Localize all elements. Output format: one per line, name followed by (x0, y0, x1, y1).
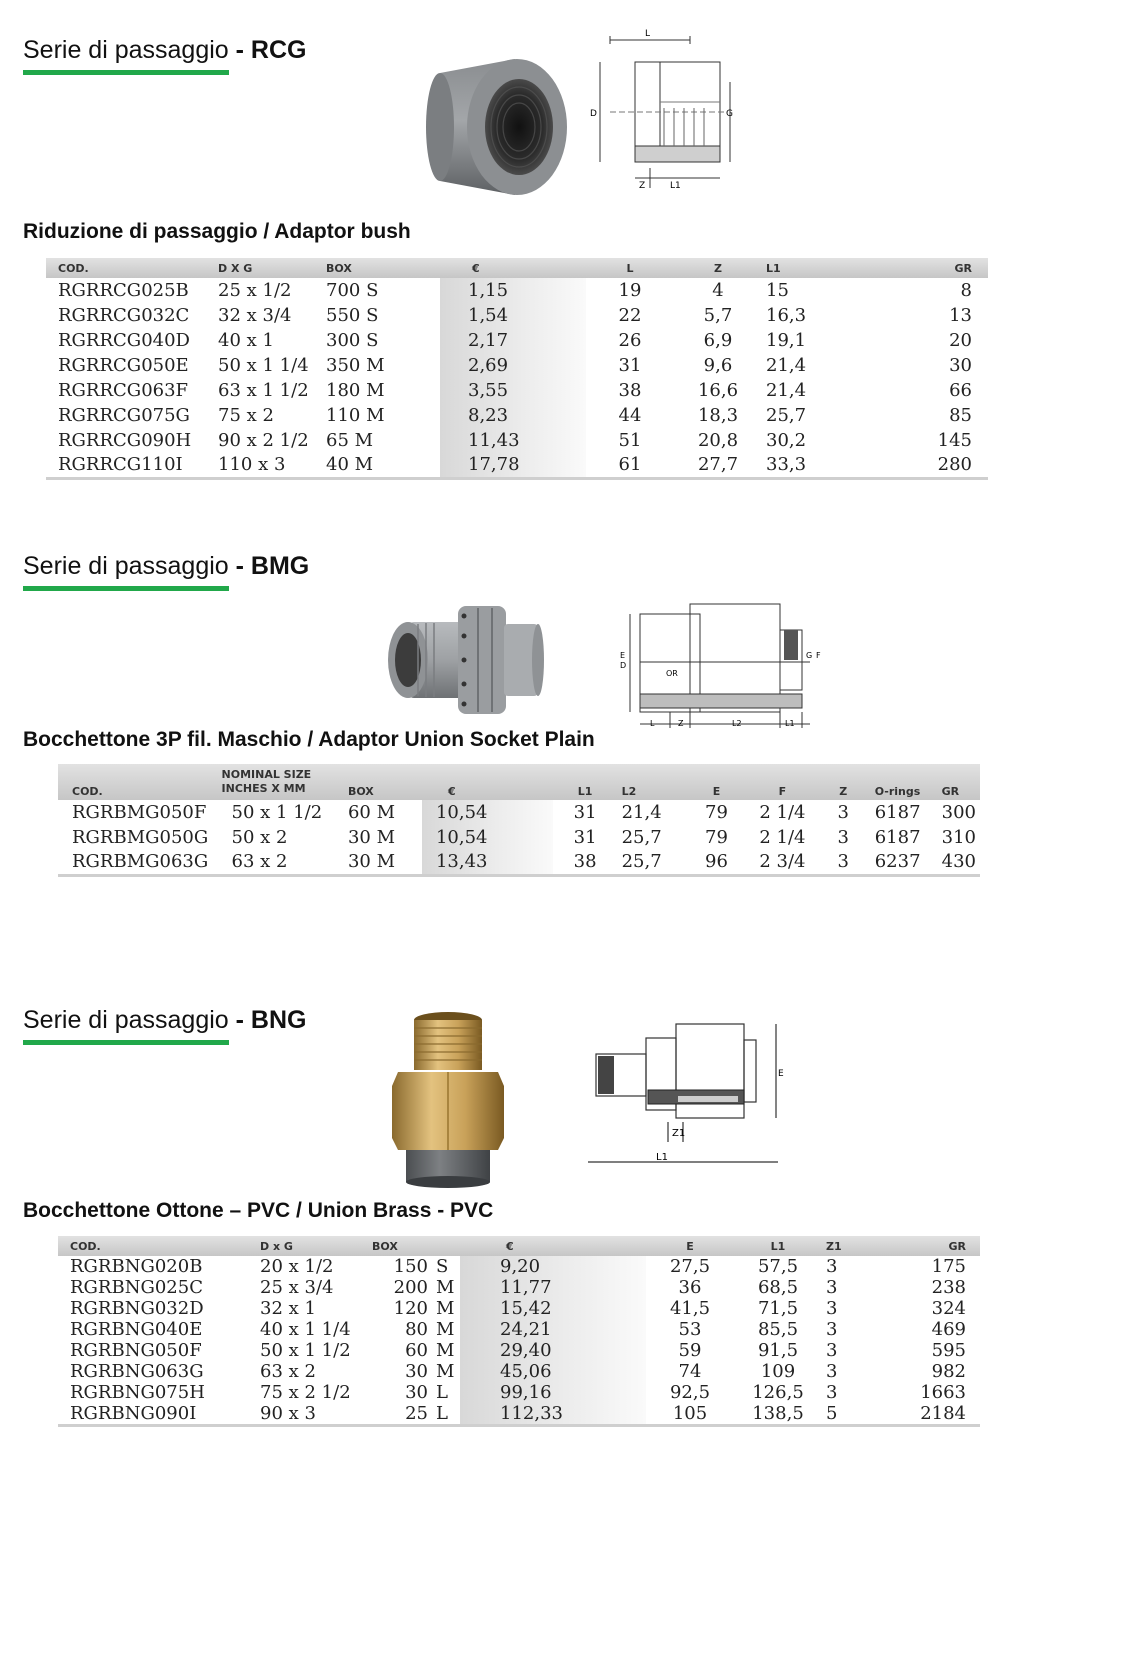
bmg-cell-orings: 6187 (874, 827, 921, 848)
rcg-cell-l: 22 (618, 305, 642, 326)
rcg-subtitle: Riduzione di passaggio / Adaptor bush (23, 220, 411, 243)
bmg-table (58, 764, 980, 877)
rcg-cell-code: RGRRCG050E (58, 355, 189, 376)
rcg-technical-drawing (590, 28, 740, 200)
bng-table-row (58, 1403, 980, 1426)
bmg-drawing-label-d: D (620, 661, 627, 670)
bmg-cell-weight: 430 (938, 850, 980, 875)
bmg-cell-box: 30 M (344, 850, 422, 875)
bng-technical-drawing (588, 1010, 788, 1175)
bng-cell-weight: 1663 (920, 1382, 966, 1403)
bng-cell-z1: 5 (822, 1403, 890, 1426)
rcg-section-title (23, 36, 306, 65)
rcg-cell-code: RGRRCG040D (58, 330, 190, 351)
rcg-cell-l: 26 (618, 330, 642, 351)
rcg-table-row (46, 453, 988, 478)
bng-cell-code: RGRBNG075H (70, 1382, 205, 1403)
rcg-drawing-label-l: L (645, 29, 651, 39)
rcg-cell-l: 38 (618, 380, 642, 401)
rcg-table-header (46, 258, 988, 278)
rcg-cell-l: 61 (586, 453, 674, 478)
rcg-cell-l: 31 (618, 355, 642, 376)
bng-cell-price: 11,77 (460, 1277, 646, 1298)
bmg-cell-code: RGRBMG063G (58, 850, 218, 875)
rcg-title-underline (23, 70, 229, 75)
rcg-header-l1: L1 (766, 261, 781, 275)
bng-title-series: Serie di passaggio (23, 1006, 229, 1034)
bmg-header-l1: L1 (577, 785, 593, 798)
rcg-header-gr: GR (954, 261, 972, 275)
bng-cell-price: 99,16 (460, 1382, 646, 1403)
rcg-cell-weight: 13 (949, 305, 972, 326)
bmg-header-e: E (712, 785, 721, 798)
bmg-header-orings: O-rings (874, 785, 921, 798)
rcg-cell-z: 20,8 (697, 430, 739, 451)
bng-table-row (58, 1319, 980, 1340)
bng-cell-e: 92,5 (669, 1382, 711, 1403)
bmg-cell-weight: 300 (941, 802, 976, 823)
rcg-header-eur: € (472, 261, 480, 275)
bng-table-row (58, 1361, 980, 1382)
rcg-cell-z: 18,3 (697, 405, 739, 426)
bng-table-row (58, 1256, 980, 1277)
bng-cell-box: 80 (405, 1319, 428, 1340)
bmg-drawing-label-z: Z (678, 719, 684, 728)
bng-cell-size: 63 x 2 (260, 1361, 316, 1382)
bmg-header-l2: L2 (621, 785, 637, 798)
bmg-cell-z: 3 (837, 827, 849, 848)
rcg-header-l: L (626, 261, 634, 275)
rcg-cell-size: 25 x 1/2 (218, 280, 292, 301)
bng-header-gr: GR (948, 1239, 966, 1253)
rcg-cell-box: 180 M (326, 380, 385, 401)
bng-cell-code: RGRBNG032D (70, 1298, 204, 1319)
bmg-cell-orings: 6237 (871, 850, 938, 875)
bng-table-header (58, 1236, 980, 1256)
bng-cell-box-size: M (436, 1298, 455, 1319)
bmg-drawing-label-l: L (650, 719, 655, 728)
bmg-cell-f: 2 1/4 (759, 827, 806, 848)
bng-cell-size: 75 x 2 1/2 (260, 1382, 351, 1403)
bmg-cell-orings: 6187 (874, 802, 921, 823)
bng-cell-e: 74 (678, 1361, 702, 1382)
bmg-drawing-label-or: OR (666, 669, 678, 678)
bng-cell-code: RGRBNG050F (70, 1340, 202, 1361)
bng-cell-size: 90 x 3 (256, 1403, 368, 1426)
bmg-drawing-label-g: G (806, 651, 813, 660)
bmg-title-underline (23, 586, 229, 591)
bng-header-cod: COD. (70, 1239, 101, 1253)
bng-cell-z1: 3 (826, 1256, 838, 1277)
bng-cell-weight: 175 (931, 1256, 966, 1277)
bmg-cell-z: 3 (837, 802, 849, 823)
rcg-cell-z: 27,7 (674, 453, 762, 478)
rcg-cell-l1: 16,3 (766, 305, 807, 326)
rcg-cell-box: 110 M (326, 405, 385, 426)
bng-cell-weight: 324 (931, 1298, 966, 1319)
bng-cell-code: RGRBNG040E (70, 1319, 203, 1340)
rcg-header-dxg: D X G (218, 261, 253, 275)
rcg-cell-weight: 280 (850, 453, 988, 478)
bmg-cell-z: 3 (816, 850, 871, 875)
bng-cell-code: RGRBNG090I (58, 1403, 256, 1426)
bmg-cell-l1: 31 (573, 802, 597, 823)
rcg-cell-weight: 145 (937, 430, 972, 451)
rcg-drawing-label-l1: L1 (670, 181, 681, 191)
bng-cell-l1: 126,5 (752, 1382, 804, 1403)
rcg-cell-code: RGRRCG063F (58, 380, 189, 401)
bmg-cell-e: 79 (705, 827, 728, 848)
bng-drawing-label-z1: Z1 (672, 1128, 686, 1139)
bng-cell-l1: 91,5 (757, 1340, 799, 1361)
rcg-cell-weight: 30 (949, 355, 972, 376)
rcg-header-cod: COD. (58, 261, 89, 275)
bng-section-title (23, 1006, 306, 1035)
bng-cell-z1: 3 (826, 1340, 838, 1361)
rcg-cell-z: 4 (712, 280, 724, 301)
bng-cell-l1: 68,5 (757, 1277, 799, 1298)
rcg-cell-box: 550 S (326, 305, 379, 326)
bng-cell-box: 30 (405, 1382, 428, 1403)
rcg-cell-code: RGRRCG110I (46, 453, 214, 478)
bmg-table-body (58, 800, 980, 875)
rcg-table-row (46, 353, 988, 378)
bng-cell-l1: 85,5 (757, 1319, 799, 1340)
bng-cell-price: 45,06 (460, 1361, 646, 1382)
bmg-cell-price: 10,54 (422, 800, 553, 825)
bng-cell-z1: 3 (826, 1361, 838, 1382)
bng-cell-z1: 3 (826, 1298, 838, 1319)
rcg-cell-price: 1,15 (440, 278, 586, 303)
rcg-cell-l1: 19,1 (766, 330, 807, 351)
bng-cell-price: 112,33 (460, 1403, 646, 1426)
bng-table (58, 1236, 980, 1427)
bng-cell-e: 36 (678, 1277, 702, 1298)
bng-cell-price: 24,21 (460, 1319, 646, 1340)
bmg-header-inches-mm: INCHES X MM (221, 782, 306, 795)
bng-table-body (58, 1256, 980, 1426)
rcg-cell-weight: 66 (949, 380, 972, 401)
bmg-product-photo (378, 600, 548, 720)
bng-table-row (58, 1340, 980, 1361)
bng-cell-e: 27,5 (669, 1256, 711, 1277)
rcg-cell-z: 16,6 (697, 380, 739, 401)
bng-cell-code: RGRBNG063G (70, 1361, 204, 1382)
rcg-cell-weight: 8 (960, 280, 972, 301)
bng-cell-box-size: M (436, 1319, 455, 1340)
bmg-cell-e: 96 (684, 850, 749, 875)
bmg-table-row (58, 825, 980, 850)
bmg-table-header (58, 764, 980, 800)
rcg-cell-l1: 30,2 (766, 430, 807, 451)
bng-cell-weight: 982 (931, 1361, 966, 1382)
bng-cell-e: 59 (678, 1340, 702, 1361)
bmg-cell-size: 50 x 2 (231, 827, 288, 848)
bng-cell-box: 150 (393, 1256, 428, 1277)
bmg-table-row (58, 850, 980, 875)
bng-header-eur: € (506, 1239, 514, 1253)
rcg-table-row (46, 328, 988, 353)
bng-cell-e: 105 (646, 1403, 734, 1426)
rcg-cell-size: 75 x 2 (218, 405, 274, 426)
bng-cell-box-size: L (436, 1382, 448, 1403)
rcg-cell-weight: 85 (949, 405, 972, 426)
bng-table-row (58, 1382, 980, 1403)
rcg-title-code: - RCG (228, 36, 307, 64)
bmg-cell-size: 63 x 2 (218, 850, 344, 875)
rcg-cell-box: 40 M (322, 453, 440, 478)
rcg-table-row (46, 278, 988, 303)
bng-cell-z1: 3 (826, 1277, 838, 1298)
bng-cell-box: 25 (368, 1403, 432, 1426)
bmg-drawing-label-l2: L2 (732, 719, 742, 728)
bng-cell-l1: 109 (760, 1361, 796, 1382)
bng-header-box-size (432, 1236, 460, 1256)
bng-drawing-label-e: E (778, 1069, 784, 1079)
rcg-cell-price: 2,69 (440, 353, 586, 378)
bng-cell-code: RGRBNG020B (70, 1256, 203, 1277)
rcg-cell-code: RGRRCG025B (58, 280, 189, 301)
bmg-cell-box: 30 M (347, 827, 396, 848)
bng-cell-weight: 469 (931, 1319, 966, 1340)
rcg-table-row (46, 403, 988, 428)
bng-cell-box-size: L (432, 1403, 460, 1426)
bng-subtitle: Bocchettone Ottone – PVC / Union Brass - PVC (23, 1199, 494, 1222)
rcg-cell-l1: 21,4 (766, 355, 807, 376)
bng-cell-z1: 3 (826, 1319, 838, 1340)
rcg-cell-z: 6,9 (703, 330, 733, 351)
bng-cell-box-size: S (436, 1256, 449, 1277)
rcg-cell-price: 17,78 (440, 453, 586, 478)
bmg-cell-box: 60 M (347, 802, 396, 823)
rcg-cell-price: 3,55 (440, 378, 586, 403)
bng-cell-box: 120 (393, 1298, 428, 1319)
rcg-cell-code: RGRRCG032C (58, 305, 190, 326)
bng-title-code: - BNG (228, 1006, 307, 1034)
bng-header-dxg: D x G (260, 1239, 293, 1253)
bng-table-row (58, 1298, 980, 1319)
rcg-cell-price: 2,17 (440, 328, 586, 353)
bng-cell-weight: 595 (931, 1340, 966, 1361)
rcg-cell-box: 65 M (326, 430, 374, 451)
bmg-section-title (23, 552, 309, 581)
bmg-cell-l2: 25,7 (621, 827, 662, 848)
bng-header-l1: L1 (770, 1239, 786, 1253)
bng-product-photo (388, 1010, 508, 1188)
bmg-subtitle: Bocchettone 3P fil. Maschio / Adaptor Union Socket Plain (23, 728, 595, 751)
bng-cell-weight: 238 (931, 1277, 966, 1298)
rcg-cell-code: RGRRCG090H (58, 430, 192, 451)
rcg-header-z: Z (714, 261, 722, 275)
rcg-cell-size: 110 x 3 (214, 453, 322, 478)
rcg-cell-l: 19 (618, 280, 642, 301)
rcg-cell-l: 51 (618, 430, 642, 451)
rcg-title-series: Serie di passaggio (23, 36, 229, 64)
bng-cell-weight: 2184 (890, 1403, 980, 1426)
bng-header-z1: Z1 (826, 1239, 842, 1253)
bng-cell-box: 60 (405, 1340, 428, 1361)
rcg-cell-l: 44 (618, 405, 642, 426)
bng-cell-l1: 138,5 (734, 1403, 822, 1426)
bng-header-box: BOX (372, 1239, 398, 1253)
rcg-cell-size: 63 x 1 1/2 (218, 380, 309, 401)
rcg-table-row (46, 428, 988, 453)
bmg-header-cod: COD. (72, 785, 103, 798)
bmg-cell-code: RGRBMG050G (72, 827, 209, 848)
bmg-title-code: - BMG (228, 552, 310, 580)
bmg-table-row (58, 800, 980, 825)
bmg-cell-price: 10,54 (422, 825, 553, 850)
bng-cell-price: 29,40 (460, 1340, 646, 1361)
bmg-header-box: BOX (347, 785, 374, 798)
bmg-cell-l2: 25,7 (618, 850, 684, 875)
bmg-header-size (218, 764, 344, 800)
rcg-cell-price: 8,23 (440, 403, 586, 428)
bng-cell-size: 25 x 3/4 (260, 1277, 334, 1298)
bmg-header-gr: GR (941, 785, 960, 798)
bmg-cell-f: 2 1/4 (759, 802, 806, 823)
bng-cell-size: 32 x 1 (260, 1298, 316, 1319)
bmg-cell-e: 79 (705, 802, 728, 823)
rcg-cell-l1: 21,4 (766, 380, 807, 401)
bmg-cell-f: 2 3/4 (749, 850, 816, 875)
rcg-table-row (46, 378, 988, 403)
bmg-header-eur: € (447, 785, 456, 798)
rcg-cell-size: 90 x 2 1/2 (218, 430, 309, 451)
bng-drawing-label-l1: L1 (656, 1152, 668, 1163)
bmg-cell-weight: 310 (941, 827, 976, 848)
rcg-cell-l1: 25,7 (766, 405, 807, 426)
bng-cell-e: 53 (678, 1319, 702, 1340)
rcg-cell-box: 700 S (326, 280, 379, 301)
bng-cell-size: 50 x 1 1/2 (260, 1340, 351, 1361)
bmg-cell-price: 13,43 (422, 850, 553, 875)
bng-table-row (58, 1277, 980, 1298)
rcg-cell-code: RGRRCG075G (58, 405, 190, 426)
bng-cell-price: 15,42 (460, 1298, 646, 1319)
bmg-cell-l2: 21,4 (621, 802, 662, 823)
rcg-product-photo (420, 45, 570, 207)
bng-cell-l1: 71,5 (757, 1298, 799, 1319)
rcg-table-row (46, 303, 988, 328)
rcg-cell-l1: 15 (766, 280, 789, 301)
rcg-drawing-label-d: D (590, 109, 597, 119)
bmg-drawing-label-f: F (816, 651, 821, 660)
bng-cell-box-size: M (436, 1361, 455, 1382)
rcg-cell-price: 1,54 (440, 303, 586, 328)
bng-cell-size: 40 x 1 1/4 (260, 1319, 351, 1340)
bmg-title-series: Serie di passaggio (23, 552, 229, 580)
bmg-cell-size: 50 x 1 1/2 (231, 802, 323, 823)
bng-cell-e: 41,5 (669, 1298, 711, 1319)
rcg-cell-box: 350 M (326, 355, 385, 376)
rcg-cell-size: 40 x 1 (218, 330, 274, 351)
rcg-cell-price: 11,43 (440, 428, 586, 453)
rcg-cell-weight: 20 (949, 330, 972, 351)
bmg-header-nominal-size: NOMINAL SIZE (221, 768, 312, 781)
bng-cell-price: 9,20 (460, 1256, 646, 1277)
bng-title-underline (23, 1040, 229, 1045)
rcg-cell-z: 9,6 (703, 355, 733, 376)
rcg-cell-z: 5,7 (703, 305, 733, 326)
bng-cell-box: 200 (393, 1277, 428, 1298)
bmg-technical-drawing (620, 600, 825, 730)
bng-cell-box-size: M (436, 1277, 455, 1298)
bng-header-e: E (686, 1239, 694, 1253)
rcg-cell-size: 32 x 3/4 (218, 305, 292, 326)
bmg-cell-l1: 38 (553, 850, 618, 875)
bmg-cell-code: RGRBMG050F (72, 802, 207, 823)
bng-cell-size: 20 x 1/2 (260, 1256, 334, 1277)
bmg-cell-l1: 31 (573, 827, 597, 848)
bng-cell-box-size: M (436, 1340, 455, 1361)
rcg-table-body (46, 278, 988, 478)
rcg-cell-box: 300 S (326, 330, 379, 351)
bng-cell-z1: 3 (826, 1382, 838, 1403)
rcg-drawing-label-z: Z (639, 181, 646, 191)
rcg-header-box: BOX (326, 261, 352, 275)
bng-cell-box: 30 (405, 1361, 428, 1382)
rcg-table (46, 258, 988, 480)
rcg-cell-size: 50 x 1 1/4 (218, 355, 309, 376)
rcg-drawing-label-g: G (726, 109, 733, 119)
bmg-drawing-label-e: E (620, 651, 626, 660)
bmg-header-z: Z (839, 785, 848, 798)
bng-cell-code: RGRBNG025C (70, 1277, 203, 1298)
bng-cell-l1: 57,5 (757, 1256, 799, 1277)
rcg-cell-l1: 33,3 (762, 453, 850, 478)
bmg-drawing-label-l1: L1 (785, 719, 795, 728)
bmg-header-f: F (778, 785, 787, 798)
